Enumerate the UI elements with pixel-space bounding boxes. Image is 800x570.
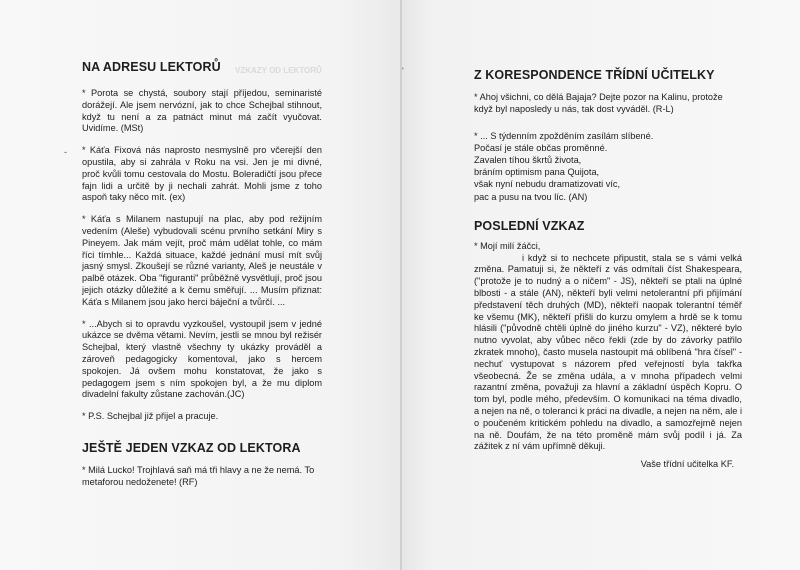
- right-column: [474, 68, 742, 469]
- paragraph: * Ahoj všichni, co dělá Bajaja? Dejte pozor na Kalinu, protože když byl naposledy u nás, tak dost vyváděl. (R-L): [474, 92, 723, 114]
- heading-one-more-message: JEŠTĚ JEDEN VZKAZ OD LEKTORA: [82, 440, 301, 455]
- show-through-text: VZKAZY OD LEKTORŮ: [235, 66, 322, 75]
- paragraph: * Káťa s Milanem nastupují na plac, aby pod režijním vedením (Aleše) vybudovali scénu prvního setkání Miry s Pineyem. Jak mám vejít, proč mám udělat tohle, co mám říci tímhle... Každá situace, každé jednání musí mít svůj jasný smysl. Zkoušejí se různé varianty, Aleš je neustále v palbě otázek. Oba "figuranti" průběžně vysvětlují, proč jsou jejich otázky důležité a k čemu směřují. ... Musím přiznat: Káťa s Milanem jsou jako herci báječní a tvůrčí. ...: [82, 214, 322, 307]
- right-page: [402, 0, 800, 570]
- poem-line: bráním optimism pana Quijota,: [474, 167, 600, 178]
- paragraph: * Milá Lucko! Trojhlavá saň má tři hlavy a ne že nemá. To metaforou nedoženete! (RF): [82, 464, 315, 487]
- poem-line: však nyní nebudu dramatizovati víc,: [474, 179, 621, 190]
- poem-line: * ... S týdenním zpožděním zasílám slíbené.: [474, 130, 654, 141]
- salutation: * Mojí milí žáčci,: [474, 240, 541, 251]
- margin-dash: -: [64, 147, 67, 157]
- heading-lecturers: NA ADRESU LEKTORŮ: [82, 60, 221, 74]
- left-column: [82, 60, 322, 499]
- poem-line: Zavalen tíhou škrtů života,: [474, 155, 582, 165]
- poem-line: pac a pusu na tvou líc. (AN): [474, 191, 588, 202]
- paragraph: * Porota se chystá, soubory stají příjedou, seminaristé dorážejí. Ale jsem nervózní, jak to chce Schejbal stihnout, když tu není a za patnáct minut má začít vyučovat. Uvidíme. (MSt): [82, 88, 322, 134]
- heading-last-message: POSLEDNÍ VZKAZ: [474, 218, 585, 233]
- paragraph: * Káťa Fixová nás naprosto nesmyslně pro včerejší den opustila, aby si zahrála v Roku na vsi. Jen je mi divné, proč kvůli tomu cestovala do Mostu. Boleradičtí jsou přece fajn lidi a určitě by ji nechali zahrát. Mohli jsme z toho aspoň taky něco mít. (ex): [82, 145, 322, 203]
- paragraph: * ...Abych si to opravdu vyzkoušel, vystoupil jsem v jedné ukázce se dvěma větami. Nevím, jestli se mnou byl režisér Schejbal, který vlastně všechny ty ukázky prováděl a zároveň pedagogicky komentoval, jako s hercem spokojen. Já ovšem mohu konstatovat, že jako s pedagogem jsem s ním spokojen byl, a že mu diplom divadelní fakulty zůstane zachován.(JC): [82, 318, 322, 400]
- margin-tick: ': [402, 66, 404, 76]
- poem-line: Počasí je stále občas proměnné.: [474, 142, 608, 153]
- paragraph: i když si to nechcete připustit, stala se s vámi velká změna. Pamatuji si, že někteří z vás odmítali číst Shakespeara, ("protože je to nudný a o ničem" - JS), někteří se ptali na úplné blbosti - a stále (AN), někteří byli velmi netolerantní při přijímání představení těch druhých (MD), někteří naopak tolerantní téměř ke všemu (MK), někteří přišli do kurzu omylem a hrdě se k tomu hlásili ("původně chtěli úplně do jiného kurzu" - VZ), některé bylo nutno vyvolat, aby vůbec něco řekli (zde by do závorky patřilo zkratek mnoho), často musela nastoupit má oblíbená "hra čísel" - nechuť vystupovat s názorem před veřejností byla takřka všeobecná. Že se změna udála, a v mnoha případech velmi razantní změna, považuji za hlavní a základní úspěch Kopru. O tom byl, podle mého, především. O komunikaci na téma divadlo, a nejen na ně, o toleranci k práci na divadle, a nejen na něm, ale i o poučeném kritickém pohledu na divadlo, a samozřejmě nejen na ně. Doufám, že na této proměně mám svůj podíl i já. Za zážitek z ní vám upřímně děkuji.: [474, 252, 742, 452]
- signature: Vaše třídní učitelka KF.: [640, 459, 734, 470]
- heading-correspondence: Z KORESPONDENCE TŘÍDNÍ UČITELKY: [474, 68, 715, 82]
- poem: [474, 130, 742, 203]
- paragraph: * P.S. Schejbal již přijel a pracuje.: [82, 411, 219, 422]
